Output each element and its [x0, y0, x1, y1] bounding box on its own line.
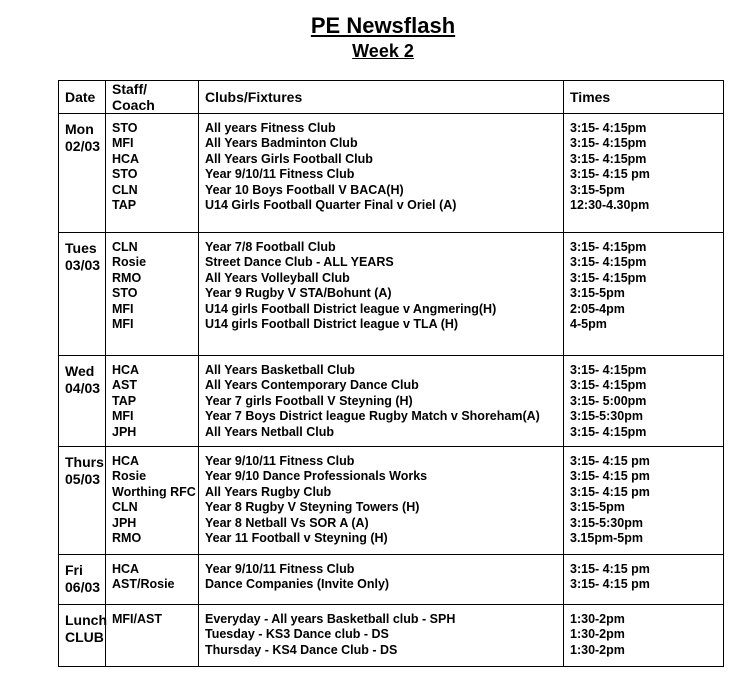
times-cell	[564, 356, 724, 447]
times-cell	[564, 447, 724, 555]
club-entry: Year 10 Boys Football V BACA(H)	[205, 182, 404, 197]
time-entry: 3:15- 4:15 pm	[570, 469, 650, 484]
time-entry: 3:15- 4:15pm	[570, 240, 647, 254]
time-entry: 3:15-5pm	[570, 500, 625, 515]
schedule-body	[59, 114, 724, 667]
time-entry: 3:15- 5:00pm	[570, 393, 647, 408]
time-entry: 3:15- 4:15 pm	[570, 484, 650, 499]
date-cell	[59, 114, 106, 233]
staff-entry: HCA	[112, 151, 140, 166]
time-entry: 3:15-5pm	[570, 286, 625, 301]
date-label: 03/03	[65, 257, 101, 273]
time-entry: 1:30-2pm	[570, 642, 625, 657]
time-entry: 3:15- 4:15pm	[570, 378, 647, 393]
club-entry: Year 9/10/11 Fitness Club	[205, 454, 355, 468]
day-row	[59, 114, 724, 233]
clubs-cell	[199, 555, 564, 605]
day-label: Wed	[65, 363, 95, 379]
club-entry: U14 girls Football District league v Angmering(H)	[205, 301, 497, 316]
staff-entry: CLN	[112, 500, 138, 515]
time-entry: 1:30-2pm	[570, 612, 625, 626]
club-entry: Thursday - KS4 Dance Club - DS	[205, 642, 398, 657]
day-row	[59, 356, 724, 447]
date-label: 05/03	[65, 471, 101, 487]
staff-cell	[106, 605, 199, 667]
clubs-cell	[199, 356, 564, 447]
day-row	[59, 233, 724, 356]
staff-entry: STO	[112, 121, 138, 135]
club-entry: Year 7 Boys District league Rugby Match v Shoreham(A)	[205, 409, 540, 424]
times-cell	[564, 605, 724, 667]
staff-entry: STO	[112, 167, 138, 182]
staff-entry: AST/Rosie	[112, 577, 175, 592]
page-subtitle: Week 2	[352, 41, 414, 61]
date-cell	[59, 233, 106, 356]
staff-entry	[112, 627, 192, 642]
staff-entry: HCA	[112, 454, 140, 468]
time-entry: 12:30-4.30pm	[570, 198, 650, 213]
club-entry: Year 9 Rugby V STA/Bohunt (A)	[205, 286, 392, 301]
club-entry: All Years Contemporary Dance Club	[205, 378, 419, 393]
staff-cell	[106, 356, 199, 447]
club-entry: U14 girls Football District league v TLA (H)	[205, 317, 459, 332]
club-entry: Year 8 Netball Vs SOR A (A)	[205, 515, 369, 530]
schedule-table	[58, 80, 724, 667]
time-entry: 3:15- 4:15 pm	[570, 562, 650, 576]
staff-entry	[112, 643, 192, 658]
staff-entry: JPH	[112, 515, 137, 530]
clubs-cell	[199, 233, 564, 356]
day-row	[59, 605, 724, 667]
date-cell	[59, 447, 106, 555]
club-entry: Year 9/10/11 Fitness Club	[205, 562, 355, 576]
date-label: 02/03	[65, 138, 101, 154]
date-cell	[59, 356, 106, 447]
times-cell	[564, 233, 724, 356]
date-label: 06/03	[65, 579, 101, 595]
staff-entry: MFI/AST	[112, 612, 162, 626]
time-entry: 3:15- 4:15pm	[570, 363, 647, 377]
time-entry: 3:15-5pm	[570, 182, 625, 197]
staff-entry: HCA	[112, 562, 140, 576]
day-row	[59, 447, 724, 555]
staff-entry: MFI	[112, 301, 134, 316]
club-entry: All Years Basketball Club	[205, 363, 355, 377]
staff-entry: HCA	[112, 363, 140, 377]
staff-entry: TAP	[112, 198, 137, 213]
club-entry: Everyday - All years Basketball club - SPH	[205, 612, 456, 626]
day-label: Tues	[65, 240, 97, 256]
time-entry: 3:15- 4:15pm	[570, 270, 647, 285]
staff-entry: RMO	[112, 270, 142, 285]
header-row	[59, 81, 724, 114]
staff-cell	[106, 447, 199, 555]
club-entry: All Years Volleyball Club	[205, 270, 350, 285]
club-entry: Street Dance Club - ALL YEARS	[205, 255, 394, 270]
clubs-cell	[199, 605, 564, 667]
time-entry: 2:05-4pm	[570, 301, 625, 316]
day-label: Mon	[65, 121, 94, 137]
time-entry: 3:15-5:30pm	[570, 409, 643, 424]
header-times: Times	[564, 81, 724, 114]
staff-entry: CLN	[112, 182, 138, 197]
club-entry: All Years Netball Club	[205, 424, 334, 439]
time-entry: 3:15- 4:15pm	[570, 121, 647, 135]
club-entry: All years Fitness Club	[205, 121, 336, 135]
staff-entry: AST	[112, 378, 137, 393]
day-label: Lunch	[65, 612, 107, 628]
club-entry: Dance Companies (Invite Only)	[205, 577, 390, 592]
staff-entry: MFI	[112, 136, 134, 151]
staff-entry: MFI	[112, 409, 134, 424]
club-entry: Year 9/10/11 Fitness Club	[205, 167, 355, 182]
day-label: Fri	[65, 562, 83, 578]
clubs-cell	[199, 447, 564, 555]
club-entry: U14 Girls Football Quarter Final v Oriel (A)	[205, 198, 457, 213]
club-entry: Year 11 Football v Steyning (H)	[205, 531, 388, 546]
header-date: Date	[59, 81, 106, 114]
staff-cell	[106, 114, 199, 233]
date-label: 04/03	[65, 380, 101, 396]
club-entry: Year 7 girls Football V Steyning (H)	[205, 393, 413, 408]
page-title: PE Newsflash	[310, 13, 456, 38]
staff-entry: Rosie	[112, 469, 147, 484]
time-entry: 3:15- 4:15pm	[570, 424, 647, 439]
time-entry: 3:15- 4:15 pm	[570, 577, 650, 592]
staff-cell	[106, 555, 199, 605]
time-entry: 3.15pm-5pm	[570, 531, 643, 546]
staff-entry: Worthing RFC	[112, 484, 196, 499]
club-entry: Year 7/8 Football Club	[205, 240, 336, 254]
club-entry: Year 8 Rugby V Steyning Towers (H)	[205, 500, 420, 515]
time-entry: 3:15-5:30pm	[570, 515, 643, 530]
times-cell	[564, 114, 724, 233]
times-cell	[564, 555, 724, 605]
date-label: CLUB	[65, 629, 104, 645]
staff-entry: TAP	[112, 393, 137, 408]
header-clubs: Clubs/Fixtures	[199, 81, 564, 114]
staff-entry: STO	[112, 286, 138, 301]
time-entry: 3:15- 4:15pm	[570, 151, 647, 166]
club-entry: All Years Rugby Club	[205, 484, 332, 499]
time-entry: 4-5pm	[570, 317, 607, 332]
date-cell	[59, 605, 106, 667]
staff-entry: Rosie	[112, 255, 147, 270]
time-entry: 3:15- 4:15pm	[570, 255, 647, 270]
club-entry: Tuesday - KS3 Dance club - DS	[205, 627, 389, 642]
club-entry: Year 9/10 Dance Professionals Works	[205, 469, 428, 484]
day-row	[59, 555, 724, 605]
time-entry: 3:15- 4:15pm	[570, 136, 647, 151]
date-cell	[59, 555, 106, 605]
staff-entry: RMO	[112, 531, 142, 546]
day-label: Thurs	[65, 454, 104, 470]
time-entry: 3:15- 4:15 pm	[570, 167, 650, 182]
staff-entry: CLN	[112, 240, 138, 254]
clubs-cell	[199, 114, 564, 233]
header-staff: Staff/ Coach	[106, 81, 199, 114]
time-entry: 1:30-2pm	[570, 627, 625, 642]
time-entry: 3:15- 4:15 pm	[570, 454, 650, 468]
staff-cell	[106, 233, 199, 356]
staff-entry: MFI	[112, 317, 134, 332]
staff-entry: JPH	[112, 424, 137, 439]
club-entry: All Years Girls Football Club	[205, 151, 373, 166]
club-entry: All Years Badminton Club	[205, 136, 358, 151]
